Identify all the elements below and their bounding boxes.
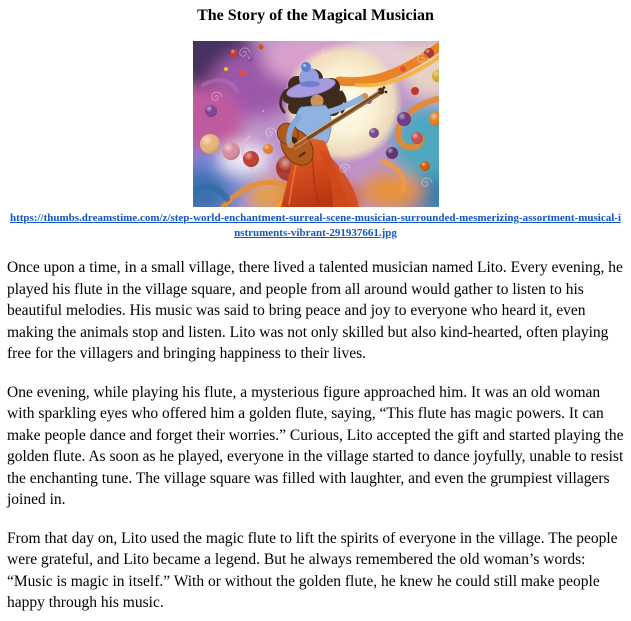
- image-source-caption: [7, 211, 624, 241]
- image-source-link[interactable]: https://thumbs.dreamstime.com/z/step-world-enchantment-surreal-scene-musician-surrounded-mesmerizing-assortment-musical-instruments-vibrant-291937661.jpg: [9, 212, 622, 239]
- page-title: The Story of the Magical Musician: [197, 7, 434, 24]
- left-hand: [288, 142, 294, 148]
- story-image[interactable]: [193, 41, 439, 207]
- musician-illustration: [193, 41, 439, 207]
- right-hand: [362, 93, 368, 99]
- story-paragraph-1: Once upon a time, in a small village, there lived a talented musician named Lito. Every evening, he played his flute in the village square, and people from all around would gather to listen to his beautiful melodies. His music was said to bring peace and joy to everyone who heard it, even making the animals stop and listen. Lito was not only skilled but also kind-hearted, often playing free for the villagers and bringing happiness to their lives.: [7, 259, 623, 362]
- story-paragraph-2: One evening, while playing his flute, a mysterious figure approached him. It was an old woman with sparkling eyes who offered him a golden flute, saying, “This flute has magic powers. It can make people dance and forget their worries.” Curious, Lito accepted the gift and started playing the golden flute. As soon as he played, everyone in the village started to dance joyfully, unable to resist the enchanting tune. The village square was filled with laughter, and even the grumpiest villagers joined in.: [7, 383, 624, 508]
- document-page: [0, 6, 631, 621]
- story-paragraph-3: From that day on, Lito used the magic flute to lift the spirits of everyone in the village. The people were grateful, and Lito became a legend. But he always remembered the old woman’s words: “Music is magic in itself.” With or without the golden flute, he knew he could still make people happy through his music.: [7, 529, 618, 611]
